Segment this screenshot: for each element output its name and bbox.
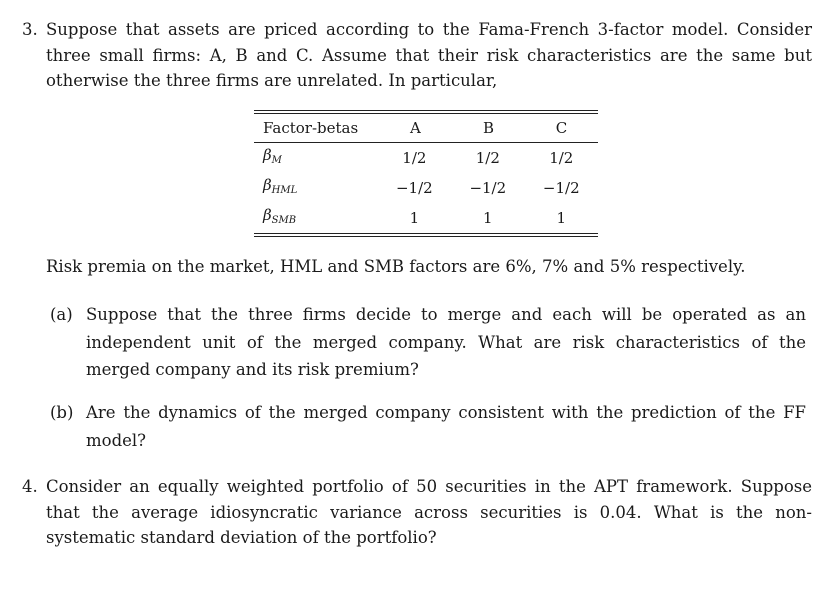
- cell-beta-m-c: 1/2: [549, 149, 574, 167]
- betas-table: [254, 114, 598, 142]
- risk-premia-text: Risk premia on the market, HML and SMB factors are 6%, 7% and 5% respectively.: [46, 257, 746, 276]
- part-b-text: Are the dynamics of the merged company consistent with the prediction of the FF model?: [86, 403, 806, 450]
- header-a: A: [410, 119, 421, 137]
- part-b: [50, 399, 806, 454]
- cell-beta-smb-c: 1: [556, 209, 567, 227]
- problem-4: [22, 474, 812, 551]
- cell-beta-hml-b: −1/2: [469, 179, 507, 197]
- row-label-beta-smb: $\beta_{SMB}$: [263, 206, 297, 226]
- table-bottom-rule: [254, 233, 598, 237]
- cell-beta-hml-c: −1/2: [542, 179, 580, 197]
- table-header-row: [254, 114, 598, 142]
- problem-4-number: 4.: [22, 477, 38, 496]
- part-a: [50, 301, 806, 384]
- table-row: [254, 203, 598, 233]
- cell-beta-smb-b: 1: [483, 209, 493, 227]
- problem-3: [22, 17, 812, 94]
- problem-3-text: Suppose that assets are priced according to the Fama-French 3-factor model. Consider three small firms: A, B and C. Assume that their risk characteristics are the same but otherwise the three firms are unrelated. In particular,: [46, 20, 812, 90]
- cell-beta-hml-a: −1/2: [395, 179, 433, 197]
- header-factor-betas: Factor-betas: [263, 119, 359, 137]
- problem-4-text: Consider an equally weighted portfolio of 50 securities in the APT framework. Suppose that the average idiosyncratic variance across securities is 0.04. What is the non-systematic standard deviation of the portfolio?: [46, 477, 812, 547]
- table-row: [254, 143, 598, 173]
- factor-betas-table: [254, 110, 598, 237]
- cell-beta-m-a: 1/2: [402, 149, 427, 167]
- part-a-tag: (a): [50, 305, 73, 324]
- row-label-beta-m: $\beta_M$: [263, 146, 282, 166]
- row-label-beta-hml: $\beta_{HML}$: [263, 176, 298, 196]
- part-b-tag: (b): [50, 403, 74, 422]
- problem-3-number: 3.: [22, 20, 38, 39]
- table-row: [254, 173, 598, 203]
- part-a-text: Suppose that the three firms decide to merge and each will be operated as an independent unit of the merged company. What are risk characteristics of the merged company and its risk premium?: [86, 305, 806, 379]
- cell-beta-m-b: 1/2: [475, 149, 500, 167]
- betas-table-body: [254, 143, 598, 233]
- cell-beta-smb-a: 1: [409, 209, 420, 227]
- header-b: B: [482, 119, 494, 137]
- header-c: C: [555, 119, 568, 137]
